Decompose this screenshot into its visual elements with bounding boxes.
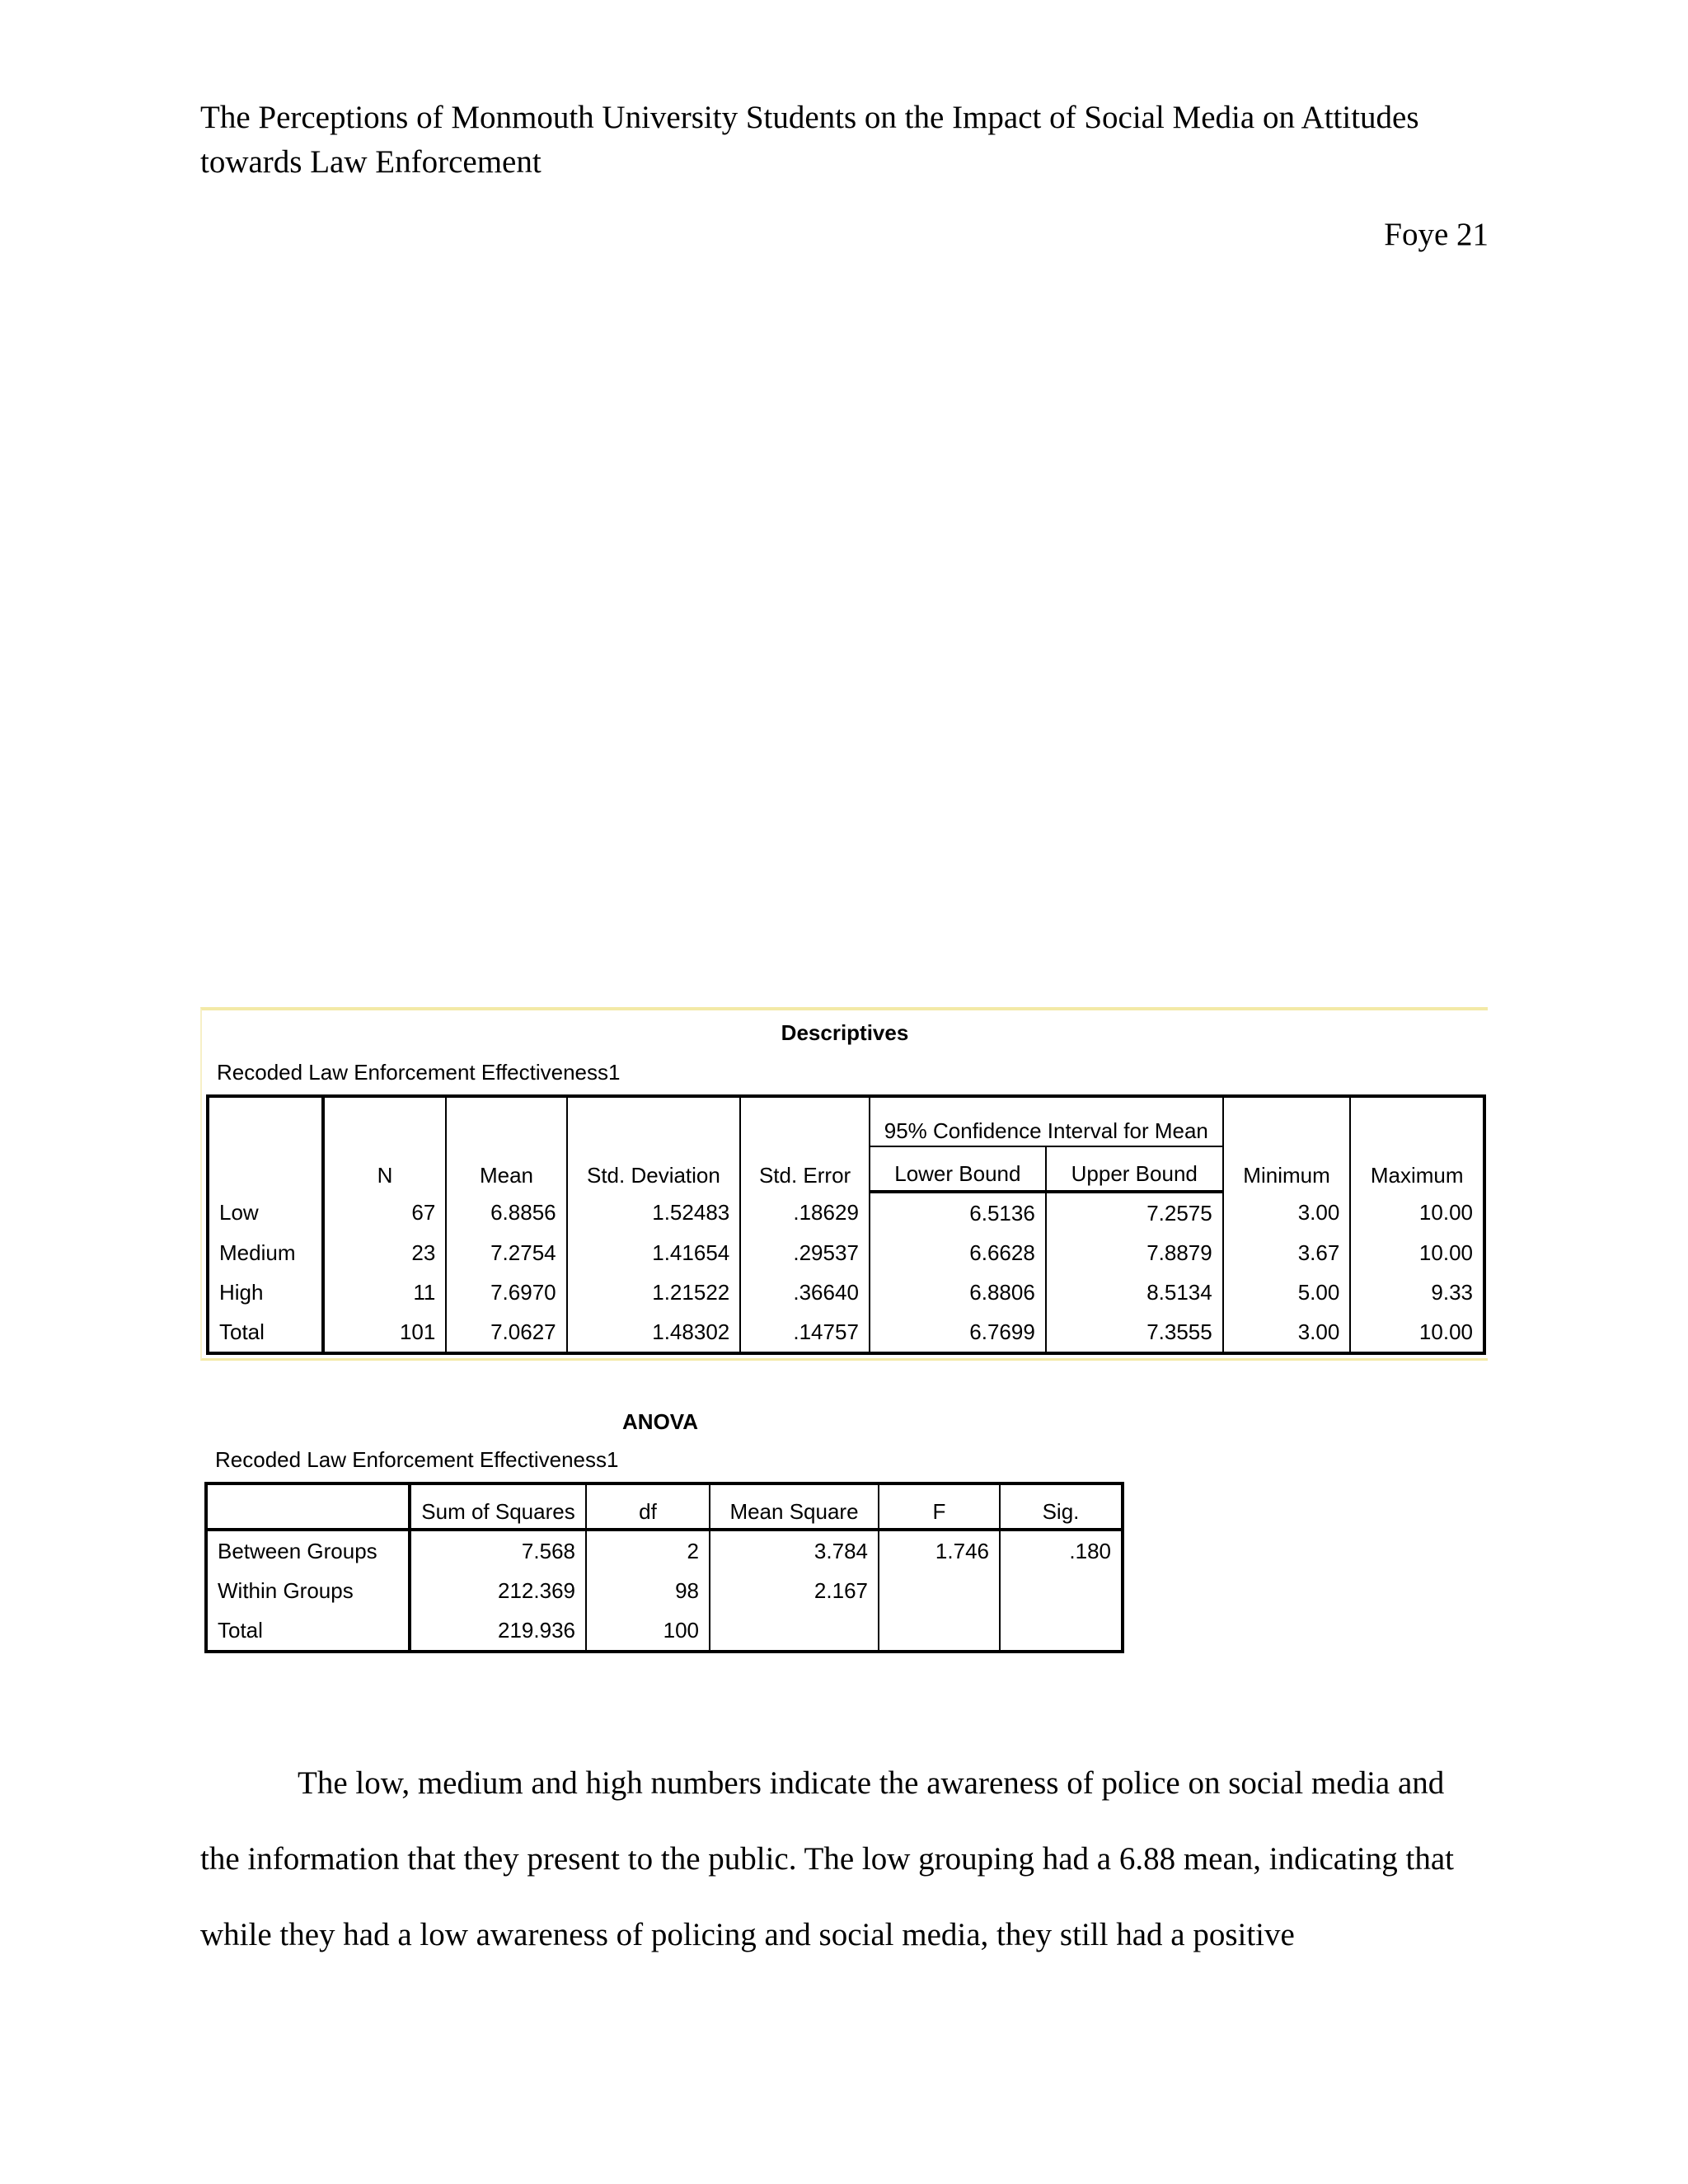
cell-n: 23 — [323, 1233, 447, 1272]
descriptives-row-medium — [208, 1233, 1484, 1272]
cell-std-error: .18629 — [740, 1192, 870, 1233]
descriptives-title: Descriptives — [781, 1020, 909, 1045]
cell-df: 100 — [586, 1610, 710, 1652]
anova-row-within-groups — [206, 1571, 1123, 1610]
cell-lower-bound: 6.8806 — [870, 1272, 1046, 1312]
anova-variable-label: Recoded Law Enforcement Effectiveness1 — [215, 1447, 619, 1472]
cell-minimum: 3.00 — [1223, 1192, 1351, 1233]
cell-std-deviation: 1.52483 — [567, 1192, 741, 1233]
cell-std-deviation: 1.21522 — [567, 1272, 741, 1312]
cell-upper-bound: 7.8879 — [1046, 1233, 1223, 1272]
col-header-sum-of-squares: Sum of Squares — [410, 1483, 586, 1530]
body-text — [200, 1746, 1486, 1973]
cell-n: 67 — [323, 1192, 447, 1233]
row-label: Total — [208, 1312, 323, 1353]
cell-n: 101 — [323, 1312, 447, 1353]
cell-std-deviation: 1.48302 — [567, 1312, 741, 1353]
col-header-n: N — [323, 1096, 447, 1192]
col-header-mean-square: Mean Square — [710, 1483, 879, 1530]
col-header-minimum: Minimum — [1223, 1096, 1351, 1192]
cell-mean-square: 3.784 — [710, 1530, 879, 1571]
cell-sig — [1000, 1610, 1123, 1652]
col-header-df: df — [586, 1483, 710, 1530]
anova-title: ANOVA — [622, 1409, 698, 1434]
row-label: Low — [208, 1192, 323, 1233]
cell-mean-square: 2.167 — [710, 1571, 879, 1610]
cell-minimum: 3.67 — [1223, 1233, 1351, 1272]
cell-upper-bound: 7.2575 — [1046, 1192, 1223, 1233]
cell-sig — [1000, 1571, 1123, 1610]
descriptives-variable-label: Recoded Law Enforcement Effectiveness1 — [217, 1060, 621, 1085]
cell-df: 2 — [586, 1530, 710, 1571]
cell-sum-of-squares: 212.369 — [410, 1571, 586, 1610]
cell-lower-bound: 6.6628 — [870, 1233, 1046, 1272]
cell-std-error: .14757 — [740, 1312, 870, 1353]
cell-lower-bound: 6.7699 — [870, 1312, 1046, 1353]
cell-f — [879, 1571, 1000, 1610]
row-label: Medium — [208, 1233, 323, 1272]
anova-row-between-groups — [206, 1530, 1123, 1571]
cell-std-deviation: 1.41654 — [567, 1233, 741, 1272]
body-paragraph: The low, medium and high numbers indicate the awareness of police on social media and the information that they present to the public. The low grouping had a 6.88 mean, indicating that while they had a low awareness of policing and social media, they still had a positive — [200, 1765, 1454, 1952]
anova-output — [200, 1401, 1132, 1665]
col-header-confidence-interval: 95% Confidence Interval for Mean — [870, 1096, 1223, 1146]
row-label: Total — [206, 1610, 410, 1652]
descriptives-corner-cell — [208, 1096, 323, 1192]
col-header-std-deviation: Std. Deviation — [567, 1096, 741, 1192]
cell-mean-square — [710, 1610, 879, 1652]
cell-sum-of-squares: 7.568 — [410, 1530, 586, 1571]
cell-minimum: 5.00 — [1223, 1272, 1351, 1312]
cell-sum-of-squares: 219.936 — [410, 1610, 586, 1652]
col-header-sig: Sig. — [1000, 1483, 1123, 1530]
cell-maximum: 10.00 — [1350, 1312, 1484, 1353]
cell-std-error: .36640 — [740, 1272, 870, 1312]
cell-maximum: 10.00 — [1350, 1233, 1484, 1272]
col-header-f: F — [879, 1483, 1000, 1530]
descriptives-row-total — [208, 1312, 1484, 1353]
anova-corner-cell — [206, 1483, 410, 1530]
descriptives-table — [206, 1094, 1486, 1355]
cell-minimum: 3.00 — [1223, 1312, 1351, 1353]
running-title: The Perceptions of Monmouth University Students on the Impact of Social Media on Attitudes towards Law Enforcement — [200, 100, 1419, 180]
cell-n: 11 — [323, 1272, 447, 1312]
descriptives-row-high — [208, 1272, 1484, 1312]
col-header-std-error: Std. Error — [740, 1096, 870, 1192]
cell-sig: .180 — [1000, 1530, 1123, 1571]
cell-lower-bound: 6.5136 — [870, 1192, 1046, 1233]
anova-table — [204, 1482, 1124, 1653]
row-label: Within Groups — [206, 1571, 410, 1610]
cell-std-error: .29537 — [740, 1233, 870, 1272]
cell-mean: 6.8856 — [446, 1192, 566, 1233]
descriptives-output — [200, 1007, 1488, 1361]
cell-maximum: 10.00 — [1350, 1192, 1484, 1233]
col-header-mean: Mean — [446, 1096, 566, 1192]
col-header-upper-bound: Upper Bound — [1046, 1146, 1223, 1192]
cell-upper-bound: 8.5134 — [1046, 1272, 1223, 1312]
col-header-lower-bound: Lower Bound — [870, 1146, 1046, 1192]
col-header-maximum: Maximum — [1350, 1096, 1484, 1192]
cell-f — [879, 1610, 1000, 1652]
cell-upper-bound: 7.3555 — [1046, 1312, 1223, 1353]
row-label: Between Groups — [206, 1530, 410, 1571]
descriptives-row-low — [208, 1192, 1484, 1233]
row-label: High — [208, 1272, 323, 1312]
cell-mean: 7.0627 — [446, 1312, 566, 1353]
cell-mean: 7.6970 — [446, 1272, 566, 1312]
page-number: Foye 21 — [1384, 217, 1489, 252]
cell-df: 98 — [586, 1571, 710, 1610]
cell-f: 1.746 — [879, 1530, 1000, 1571]
cell-mean: 7.2754 — [446, 1233, 566, 1272]
cell-maximum: 9.33 — [1350, 1272, 1484, 1312]
anova-row-total — [206, 1610, 1123, 1652]
